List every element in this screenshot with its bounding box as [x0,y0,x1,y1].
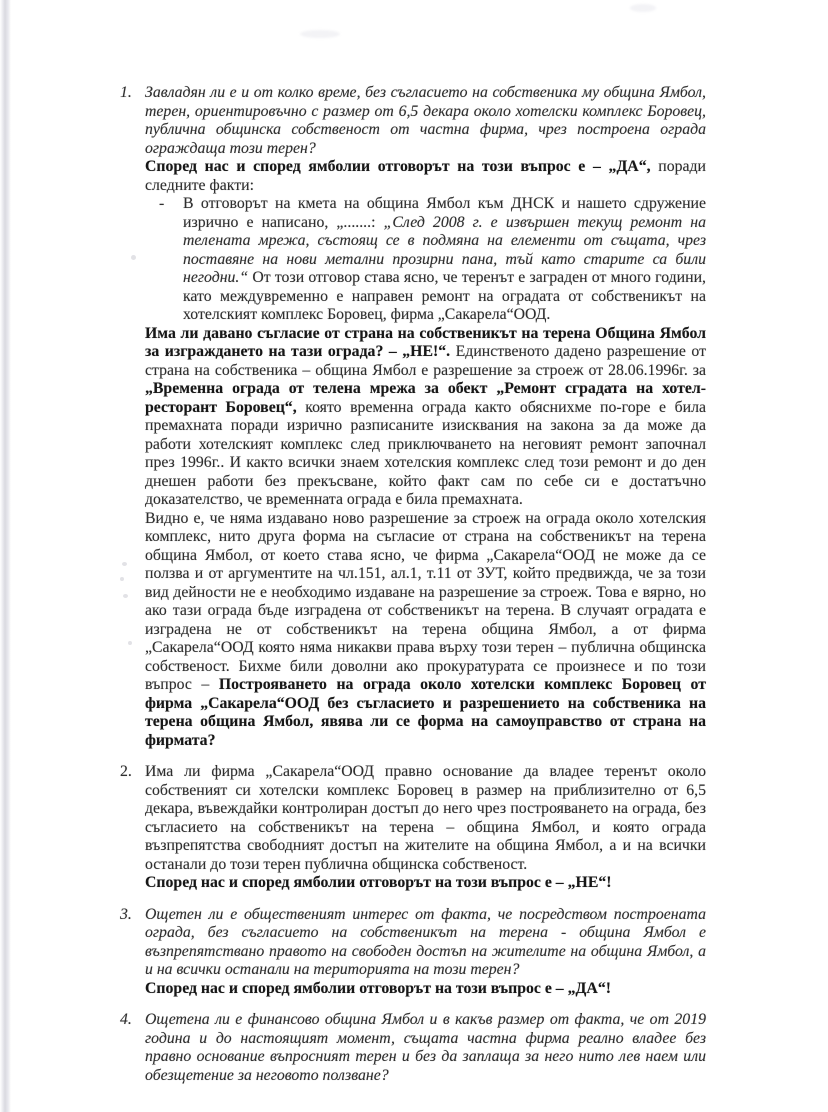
item-answer [145,874,706,893]
item-answer [145,980,706,999]
scan-speck [131,255,136,260]
text-run-bold: Според нас и според ямболии отговорът на този въпрос е – „ДА“, [145,158,651,175]
text-run: която временна ограда както обяснихме по-горе е била премахната поради изрично разписаните изисквания на закона за да може да работи хотелският комплекс след приключването на неговият ремонт започнал през 1996г.. И както всички знаем хотелския комплекс след този ремонт и до ден днешен работи без прекъсване, който факт сам по себе си е достатъчно доказателство, че временната ограда е била премахната. [145,398,706,508]
text-run: Видно е, че няма издавано ново разрешение за строеж на ограда около хотелския комплекс, нито друга форма на съгласие от страна на собственикът на терена община Ямбол, от което става ясно, че фирма „Сакарела“ООД не може да се ползва и от аргументите на чл.151, ал.1, т.11 от ЗУТ, който предвижда, че за този вид дейности не е необходимо издаване на разрешение за строеж. Това е вярно, но ако тази ограда бъде изградена от собственикът на терена. В случаят оградата е изградена не от собственикът на терена община Ямбол, а от фирма „Сакарела“ООД която няма никакви права върху този терен – публична общинска собственост. Бихме били доволни ако прокуратурата се произнесе и по този въпрос – [145,509,706,693]
scan-smudge [300,30,340,38]
text-run-bold: „Временна ограда от телена мрежа за обект „Ремонт сградата на хотел-ресторант Боровец“, [145,380,706,416]
item-number: 4. [120,1011,132,1028]
item-question [145,1011,706,1085]
text-run-italic-quote: „След 2008 г. е извършен текущ ремонт на телената мрежа, състоящ се в подмяна на елементи от същата, чрез поставяне на нови метални прозирни пана, тъй като старите са били негодни.“ [183,213,706,286]
scan-speck [123,594,128,598]
text-run: Завладян ли е и от колко време, без съгласието на собственика му община Ямбол, терен, ориентировъчно с размер от 6,5 декара около хотелски комплекс Боровец, публична общинска собственост от частна фирма, чрез построена ограда ограждаща този терен? [145,84,706,157]
scan-edge-shadow [0,0,11,1112]
item-question [145,84,706,158]
text-run: поради следните факти: [145,158,706,194]
item-number: 1. [120,84,132,101]
document-body [120,84,706,1085]
scan-speck [120,577,124,581]
text-run: В отговорът на кмета на община Ямбол към ДНСК и нашето сдружение изрично е написано, „.......: [183,195,706,231]
text-run: Единственото дадено разрешение от страна на собственика – община Ямбол е разрешение за строеж от 28.06.1996г. за [145,343,706,379]
paragraph [145,325,706,510]
item-number: 3. [120,905,132,923]
text-run: От този отговор става ясно, че теренът е заграден от много години, като междувременно е направен ремонт на оградата от собственикът на хотелският комплекс Боровец, фирма „Сакарела“ООД. [183,269,706,323]
text-run-bold: Според нас и според ямболии отговорът на този въпрос е – „ДА“! [145,979,611,997]
scan-speck [122,562,127,566]
dash-bullet [145,195,706,325]
text-run-bold: Според нас и според ямболии отговорът на този въпрос е – „НЕ“! [145,874,612,891]
bullet-paragraph [183,195,706,325]
paragraph [145,510,706,751]
scan-speck [128,641,132,645]
list-item-3 [120,905,706,999]
list-item-4 [120,1011,706,1085]
list-item-1 [120,84,706,750]
text-run: Ощетена ли е финансово община Ямбол и в какъв размер от факта, че от 2019 година и до настоящият момент, същата частна фирма реално владее без правно основание въпросният терен и без да заплаща за него нито лев наем или обезщетение за неговото ползване? [145,1011,706,1084]
list-item-2 [120,763,706,893]
text-run: Ощетен ли е общественият интерес от факта, че посредством построената ограда, без съгласието на собственикът на терена - община Ямбол е възпрепятствано правото на свободен достъп на жителите на община Ямбол, а и на всички останали на територията на този терен? [145,905,706,978]
text-run-bold: Построяването на ограда около хотелски комплекс Боровец от фирма „Сакарела“ООД без съгласието и разрешението на собственика на терена община Ямбол, явява ли се форма на самоуправство от страна на фирмата? [145,676,706,749]
item-question [145,763,706,874]
dash-marker: - [159,195,165,212]
item-question [145,906,706,980]
scan-smudge [630,4,656,12]
item-answer [145,158,706,195]
item-number: 2. [120,763,132,780]
text-run: Има ли фирма „Сакарела“ООД правно основание да владее теренът около собственият си хотелски комплекс Боровец в размер на приблизително от 6,5 декара, въвеждайки контролиран достъп до него чрез построяването на ограда, без съгласието на собственикът на терена – община Ямбол, и която ограда възпрепятства свободният достъп на жителите на община Ямбол, а и на всички останали до този терен публична общинска собственост. [145,763,706,873]
text-run-bold: Има ли давано съгласие от страна на собственикът на терена Община Ямбол за изграждането на тази ограда? – „НЕ!“. [145,324,706,360]
